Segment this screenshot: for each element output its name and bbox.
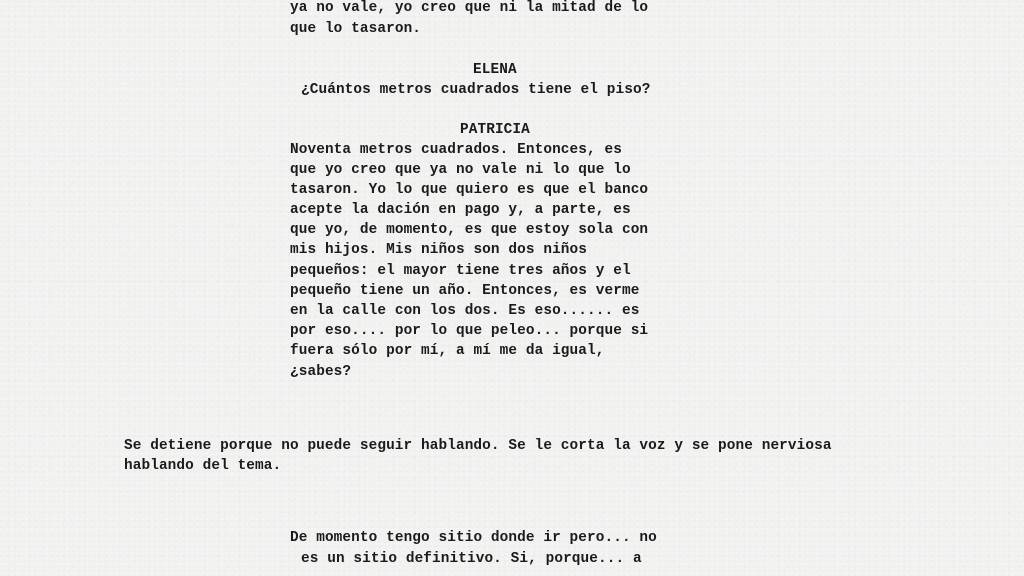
dialogue-line: tasaron. Yo lo que quiero es que el banco <box>290 182 649 198</box>
dialogue-line: De momento tengo sitio donde ir pero... no <box>290 530 657 546</box>
dialogue-line: pequeños: el mayor tiene tres años y el <box>290 263 631 279</box>
dialogue-line: ¿sabes? <box>290 364 352 380</box>
dialogue-line: Noventa metros cuadrados. Entonces, es <box>290 142 622 158</box>
dialogue-line: mis hijos. Mis niños son dos niños <box>290 242 588 258</box>
dialogue-line: que yo creo que ya no vale ni lo que lo <box>290 162 631 178</box>
action-line: hablando del tema. <box>124 458 282 474</box>
dialogue-line: acepte la dación en pago y, a parte, es <box>290 202 631 218</box>
dialogue-line: ya no vale, yo creo que ni la mitad de lo <box>290 0 649 16</box>
dialogue-line: en la calle con los dos. Es eso...... es <box>290 303 640 319</box>
dialogue-line: fuera sólo por mí, a mí me da igual, <box>290 343 605 359</box>
character-name-patricia: PATRICIA <box>460 122 530 138</box>
dialogue-line: por eso.... por lo que peleo... porque si <box>290 323 649 339</box>
dialogue-line: pequeño tiene un año. Entonces, es verme <box>290 283 640 299</box>
action-line: Se detiene porque no puede seguir hablando. Se le corta la voz y se pone nerviosa <box>124 438 832 454</box>
dialogue-line: es un sitio definitivo. Si, porque... a <box>301 551 642 567</box>
dialogue-line: que lo tasaron. <box>290 21 422 37</box>
character-name-elena: ELENA <box>473 62 517 78</box>
dialogue-line: ¿Cuántos metros cuadrados tiene el piso? <box>301 82 651 98</box>
dialogue-line: que yo, de momento, es que estoy sola con <box>290 222 649 238</box>
